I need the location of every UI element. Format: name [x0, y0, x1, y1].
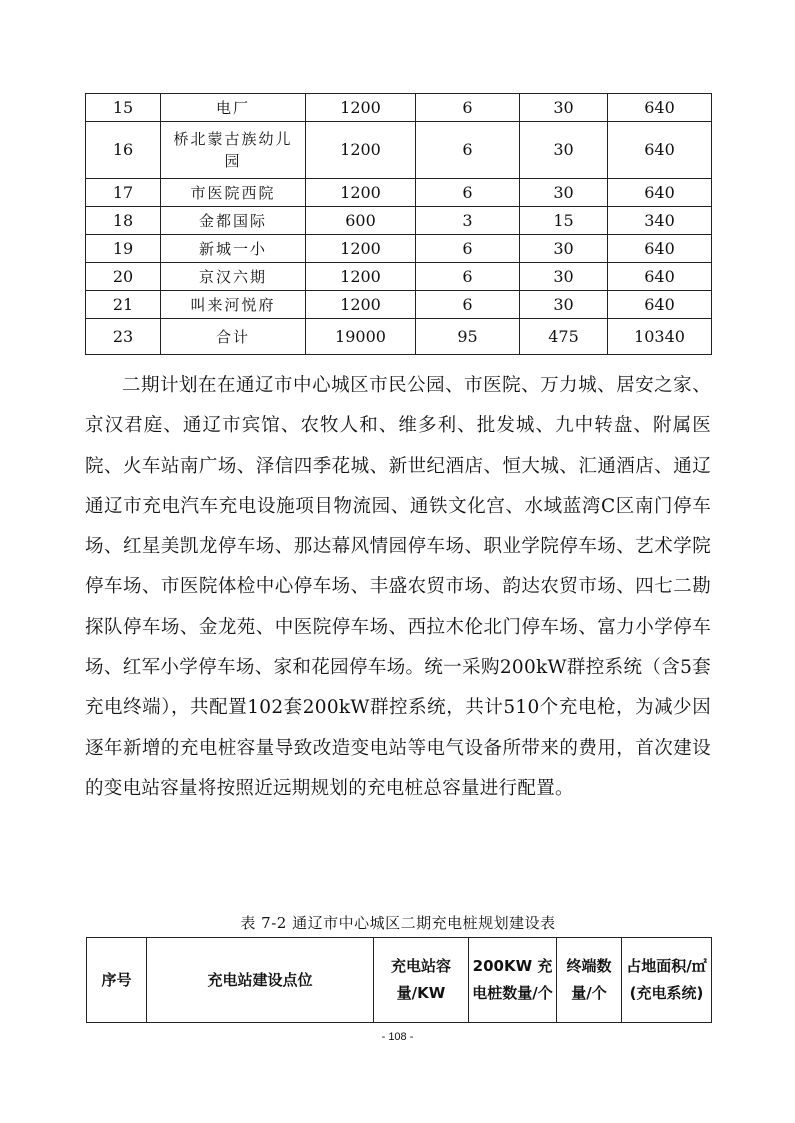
header-site: 充电站建设点位 — [147, 938, 374, 1023]
cell-site: 金都国际 — [161, 207, 306, 235]
phase-two-planning-table — [86, 937, 712, 1023]
cell-no: 23 — [86, 319, 161, 355]
table-row — [86, 235, 712, 263]
cell-site: 京汉六期 — [161, 263, 306, 291]
table-row — [86, 291, 712, 319]
cell-no: 16 — [86, 122, 161, 179]
cell-area: 640 — [608, 235, 712, 263]
charging-station-table-continued — [85, 93, 712, 355]
table-caption: 表 7-2 通辽市中心城区二期充电桩规划建设表 — [240, 914, 556, 932]
table-header-row — [87, 938, 712, 1023]
cell-area: 640 — [608, 122, 712, 179]
cell-no: 21 — [86, 291, 161, 319]
cell-terminals: 30 — [520, 235, 608, 263]
cell-area: 640 — [608, 94, 712, 122]
page-number: - 108 - — [381, 1031, 414, 1043]
cell-terminals: 475 — [520, 319, 608, 355]
header-terminals: 终端数量/个 — [557, 938, 622, 1023]
cell-site: 叫来河悦府 — [161, 291, 306, 319]
table-row — [86, 94, 712, 122]
cell-area: 10340 — [608, 319, 712, 355]
cell-no: 20 — [86, 263, 161, 291]
cell-no: 15 — [86, 94, 161, 122]
cell-no: 19 — [86, 235, 161, 263]
cell-piles: 6 — [416, 235, 520, 263]
table-row — [86, 122, 712, 179]
cell-site: 合计 — [161, 319, 306, 355]
cell-terminals: 30 — [520, 94, 608, 122]
table-row — [86, 207, 712, 235]
table-row — [86, 179, 712, 207]
cell-terminals: 30 — [520, 179, 608, 207]
cell-site: 桥北蒙古族幼儿园 — [161, 122, 306, 179]
cell-site: 电厂 — [161, 94, 306, 122]
cell-site: 市医院西院 — [161, 179, 306, 207]
cell-site: 新城一小 — [161, 235, 306, 263]
cell-capacity: 1200 — [306, 179, 416, 207]
cell-capacity: 1200 — [306, 122, 416, 179]
header-capacity: 充电站容量/KW — [374, 938, 469, 1023]
cell-terminals: 30 — [520, 122, 608, 179]
cell-area: 640 — [608, 179, 712, 207]
cell-terminals: 30 — [520, 263, 608, 291]
cell-area: 340 — [608, 207, 712, 235]
cell-no: 17 — [86, 179, 161, 207]
header-no: 序号 — [87, 938, 147, 1023]
cell-piles: 95 — [416, 319, 520, 355]
header-area: 占地面积/㎡(充电系统) — [622, 938, 712, 1023]
cell-capacity: 600 — [306, 207, 416, 235]
cell-area: 640 — [608, 291, 712, 319]
cell-piles: 6 — [416, 179, 520, 207]
cell-capacity: 1200 — [306, 263, 416, 291]
cell-terminals: 15 — [520, 207, 608, 235]
table-row-total — [86, 319, 712, 355]
cell-capacity: 19000 — [306, 319, 416, 355]
cell-capacity: 1200 — [306, 235, 416, 263]
body-paragraph: 二期计划在在通辽市中心城区市民公园、市医院、万力城、居安之家、京汉君庭、通辽市宾馆、农牧人和、维多利、批发城、九中转盘、附属医院、火车站南广场、泽信四季花城、新世纪酒店、恒大城、汇通酒店、通辽通辽市充电汽车充电设施项目物流园、通铁文化宫、水域蓝湾C区南门停车场、红星美凯龙停车场、那达幕风情园停车场、职业学院停车场、艺术学院停车场、市医院体检中心停车场、丰盛农贸市场、韵达农贸市场、四七二勘探队停车场、金龙苑、中医院停车场、西拉木伦北门停车场、富力小学停车场、红军小学停车场、家和花园停车场。统一采购200kW群控系统（含5套充电终端），共配置102套200kW群控系统，共计510个充电枪，为减少因逐年新增的充电桩容量导致改造变电站等电气设备所带来的费用，首次建设的变电站容量将按照近远期规划的充电桩总容量进行配置。 — [85, 375, 711, 799]
cell-capacity: 1200 — [306, 291, 416, 319]
header-piles: 200KW 充电桩数量/个 — [469, 938, 557, 1023]
cell-capacity: 1200 — [306, 94, 416, 122]
cell-piles: 3 — [416, 207, 520, 235]
cell-area: 640 — [608, 263, 712, 291]
cell-piles: 6 — [416, 94, 520, 122]
table-row — [86, 263, 712, 291]
cell-terminals: 30 — [520, 291, 608, 319]
cell-piles: 6 — [416, 122, 520, 179]
cell-no: 18 — [86, 207, 161, 235]
cell-piles: 6 — [416, 263, 520, 291]
cell-piles: 6 — [416, 291, 520, 319]
